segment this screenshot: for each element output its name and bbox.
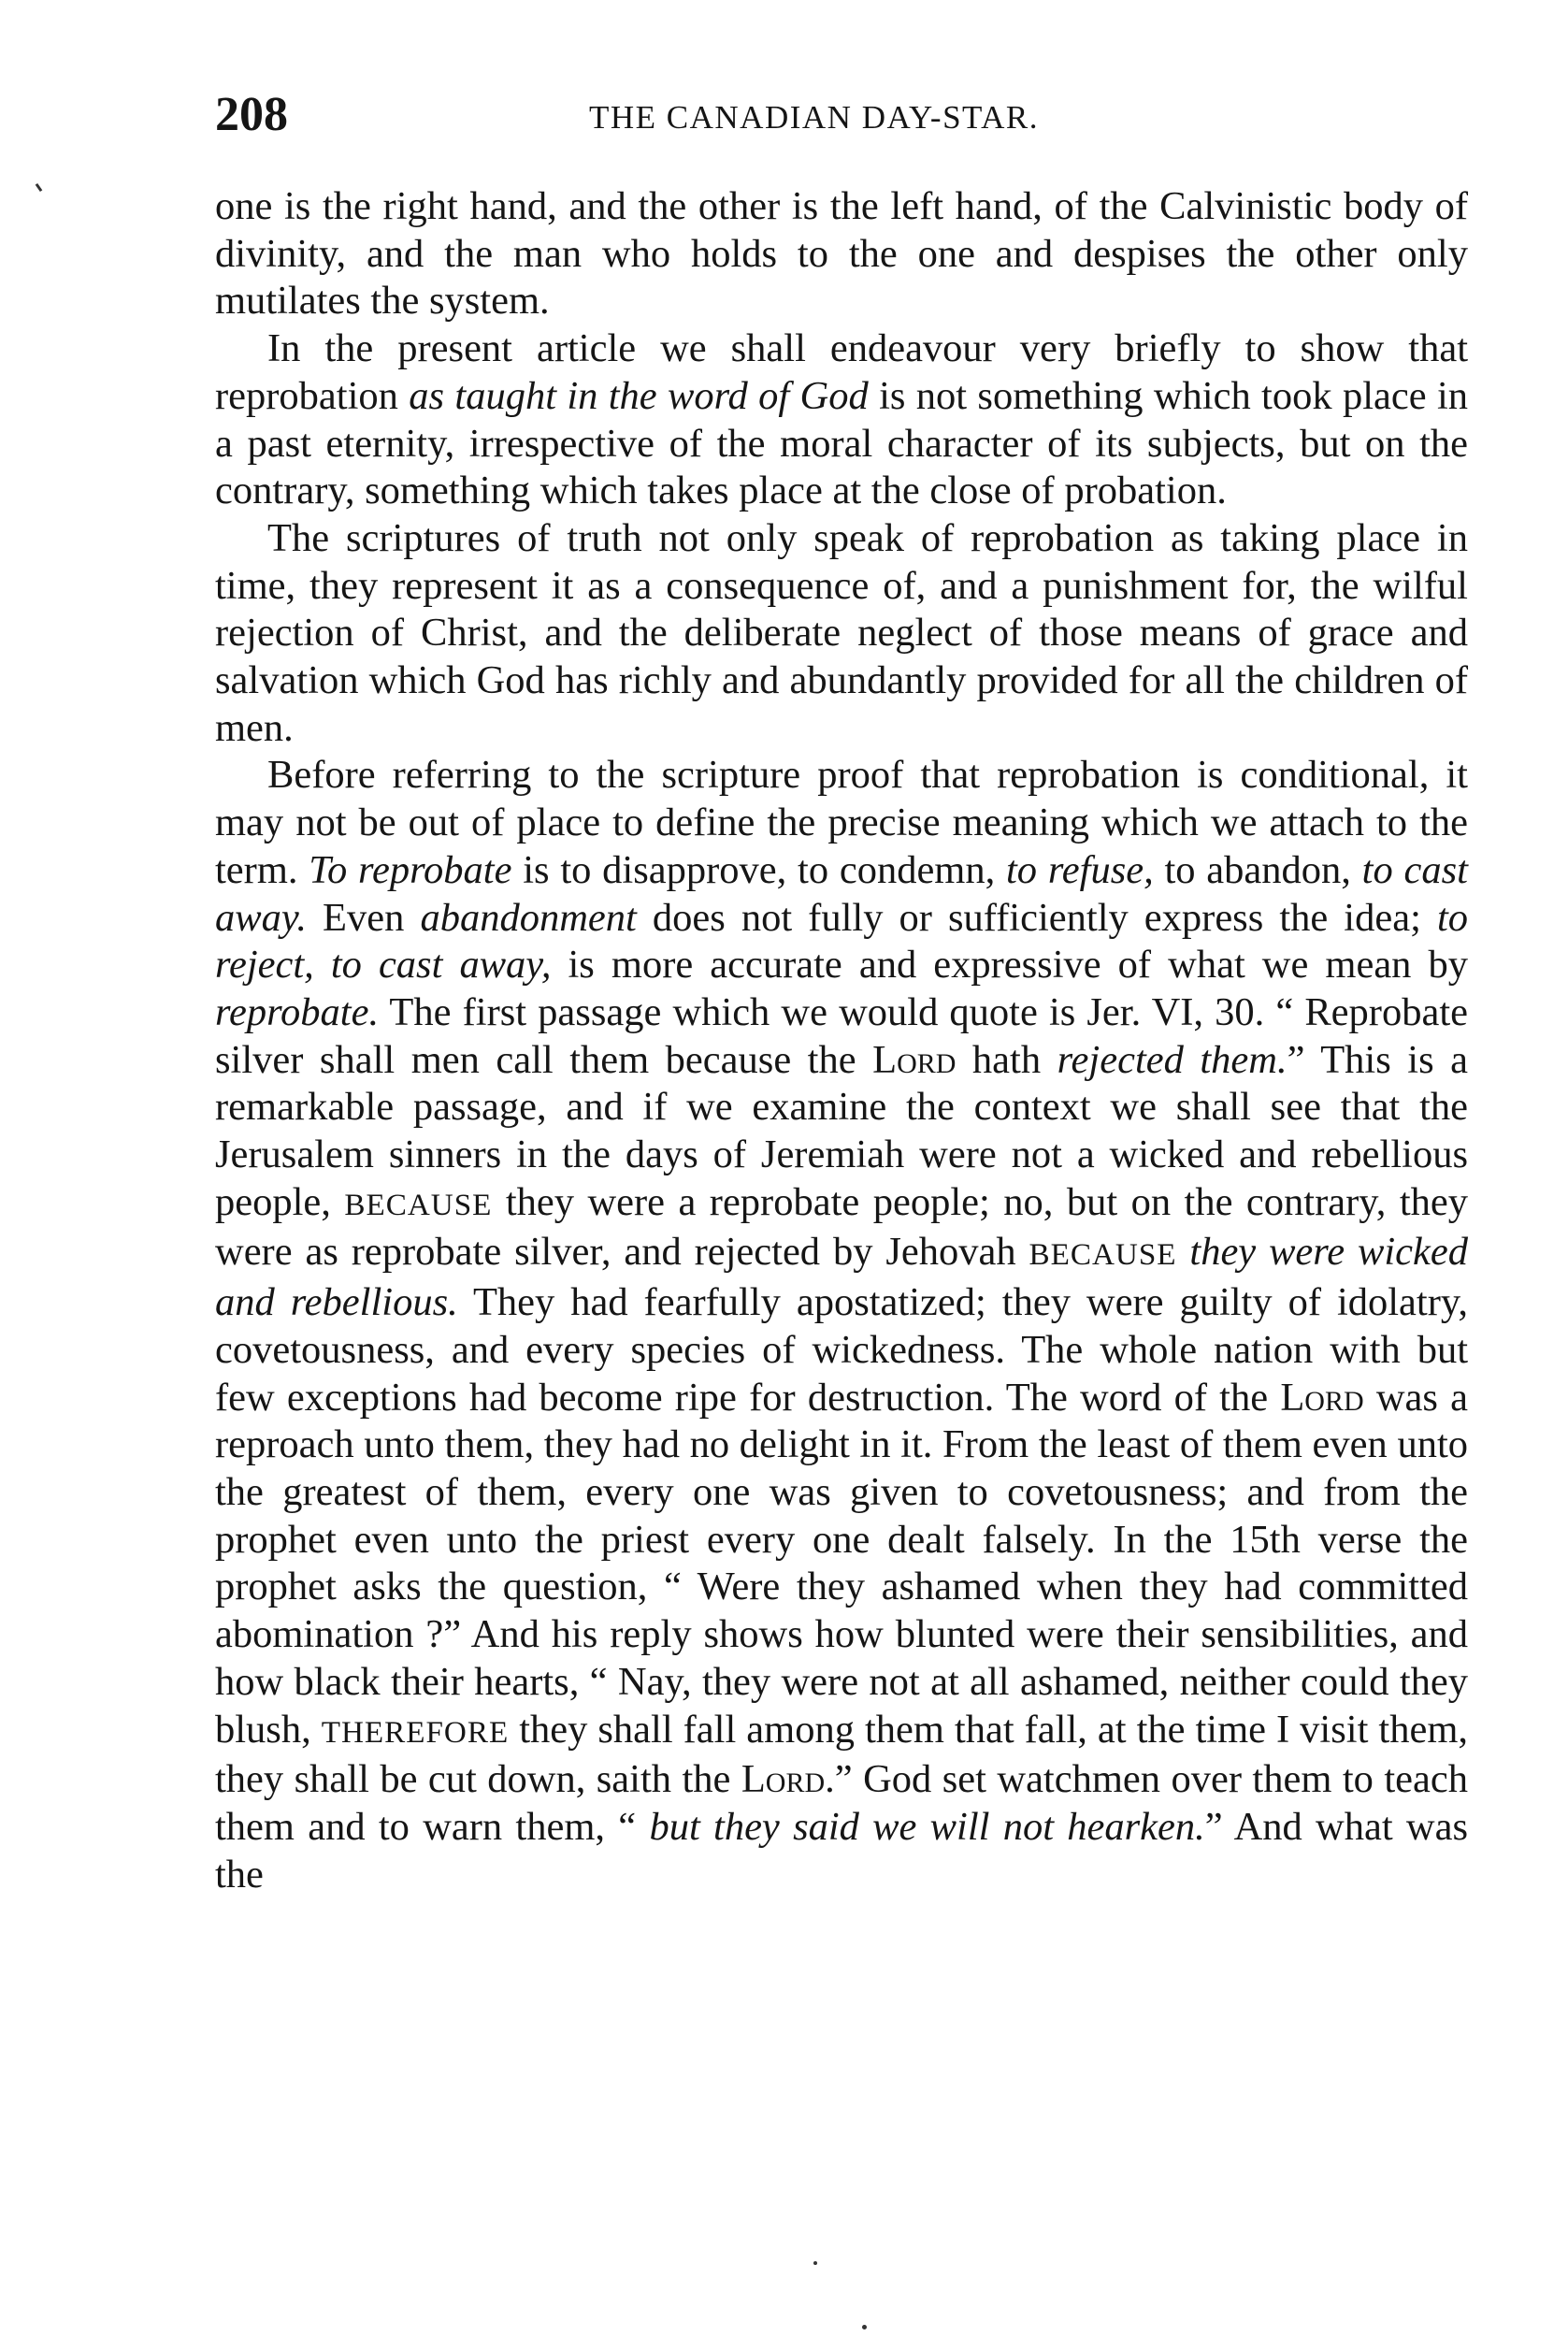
text-run: ” And what was the <box>215 1804 1469 1897</box>
text-run: is not something which took place in a past eternity, irrespective of the moral character of its subjects, but on the contrary, something which takes place at the close of probation. <box>215 373 1468 513</box>
small-caps-text: BECAUSE <box>344 1187 493 1222</box>
small-caps-text: Lord <box>741 1757 826 1802</box>
italic-text: but they said we will not hearken. <box>649 1804 1205 1849</box>
text-run: .” God set watchmen over them to teach them and to warn them, “ <box>215 1757 1468 1849</box>
text-run: is more accurate and expressive of what we mean by <box>551 943 1468 988</box>
italic-text: to cast away. <box>215 847 1468 940</box>
text-run: Even <box>307 895 421 940</box>
text-run: The scriptures of truth not only speak of reprobation as taking place in time, they represent it as a consequence of, and a punishment for, the wilful rejection of Christ, and the deliberate neglect of those means of grace and salvation which God has richly and abundantly provided for all the children of men. <box>215 515 1468 750</box>
body-text <box>215 183 1468 1898</box>
text-run: they shall fall among them that fall, at the time I visit them, they shall be cut down, saith the <box>215 1707 1468 1802</box>
paragraph <box>215 325 1468 515</box>
page-number: 208 <box>215 88 288 141</box>
italic-text: reprobate. <box>215 989 380 1034</box>
text-run: one is the right hand, and the other is the left hand, of the Calvinistic body of divinity, and the man who holds to the one and despises the other only mutilates the system. <box>215 184 1468 324</box>
small-caps-text: Lord <box>872 1037 957 1082</box>
text-run: In the present article we shall endeavour very briefly to show that reprobation <box>215 326 1468 418</box>
page-header <box>215 82 1468 148</box>
paragraph <box>215 752 1468 1898</box>
text-run: hath <box>956 1037 1057 1082</box>
small-caps-text: Lord <box>1280 1375 1364 1420</box>
small-caps-text: THEREFORE <box>321 1714 510 1750</box>
text-run: to abandon, <box>1153 847 1362 892</box>
text-run: They had fearfully apostatized; they were guilty of idolatry, covetousness, and every species of wickedness. The whole nation with but few exceptions had become ripe for destruction. The word of the <box>215 1280 1468 1420</box>
italic-text: they were wicked and rebellious. <box>215 1230 1468 1325</box>
text-run <box>1177 1230 1190 1274</box>
italic-text: abandonment <box>420 895 637 940</box>
running-title: THE CANADIAN DAY-STAR. <box>589 99 1039 136</box>
scan-speck <box>813 2261 817 2265</box>
italic-text: as taught in the word of God <box>409 373 869 418</box>
italic-text: rejected them. <box>1057 1037 1287 1082</box>
text-run: is to disapprove, to condemn, <box>511 847 1006 892</box>
italic-text: To reprobate <box>309 847 512 892</box>
italic-text: to refuse, <box>1006 847 1154 892</box>
italic-text: to reject, to cast away, <box>215 895 1469 988</box>
text-run: was a reproach unto them, they had no delight in it. From the least of them even unto the greatest of them, every one was given to covetousness; and from the prophet even unto the priest every one dealt falsely. In the 15th verse the prophet asks the question, “ Were they ashamed when they had committed abomination ?” And his reply shows how blunted were their sensibilities, and how black their hearts, “ Nay, they were not at all ashamed, neither could they blush, <box>215 1375 1468 1752</box>
scan-speck <box>36 183 43 192</box>
small-caps-text: BECAUSE <box>1029 1237 1177 1273</box>
text-run: The first passage which we would quote is Jer. VI, 30. “ Reprobate silver shall men call them because the <box>215 989 1468 1082</box>
paragraph <box>215 515 1468 753</box>
text-run: ” This is a remarkable passage, and if we examine the context we shall see that the Jerusalem sinners in the days of Jeremiah were not a wicked and rebellious people, <box>215 1037 1468 1224</box>
text-run: Before referring to the scripture proof that reprobation is conditional, it may not be out of place to define the precise meaning which we attach to the term. <box>215 753 1468 892</box>
text-run: does not fully or sufficiently express the idea; <box>636 895 1437 940</box>
scan-speck <box>862 2325 867 2329</box>
paragraph <box>215 183 1468 325</box>
text-run: they were a reprobate people; no, but on the contrary, they were as reprobate silver, and rejected by Jehovah <box>215 1179 1468 1275</box>
